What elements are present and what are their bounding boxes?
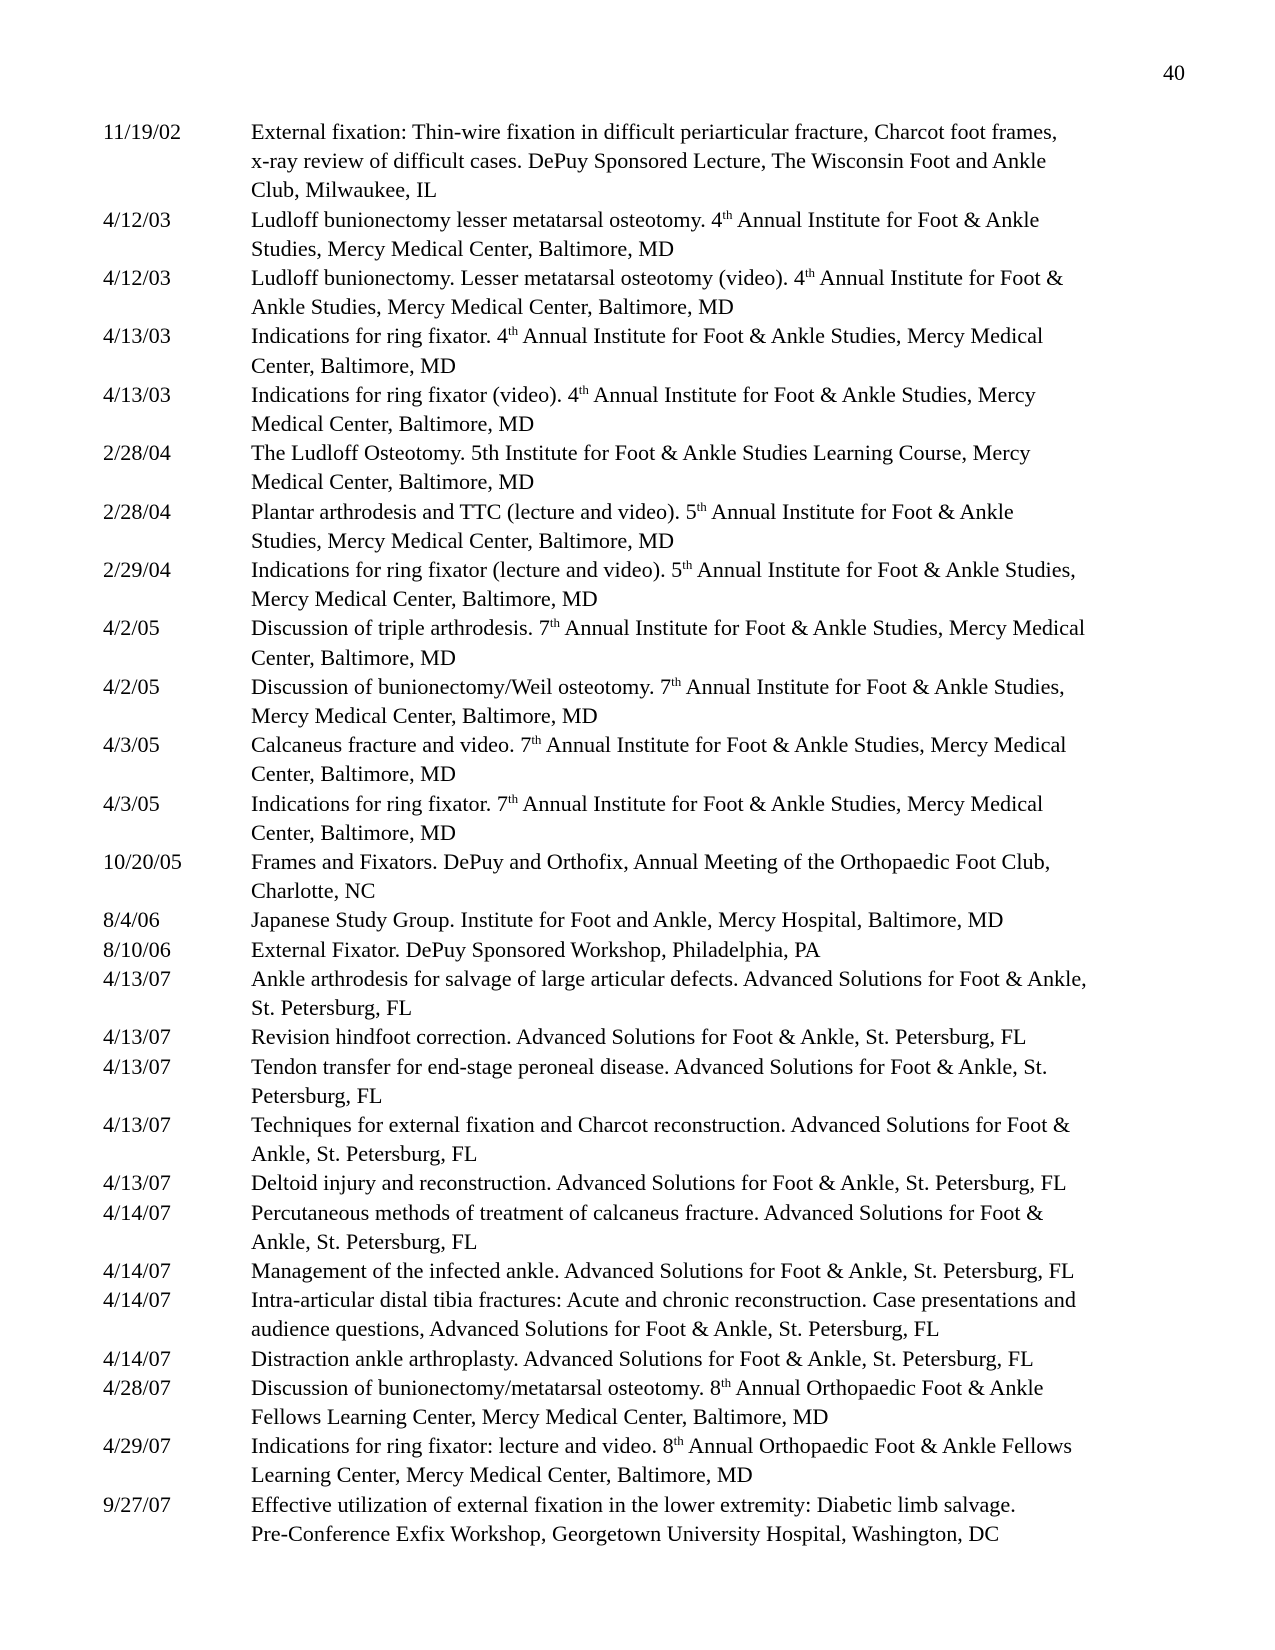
description-line: Ludloff bunionectomy lesser metatarsal osteotomy. 4th Annual Institute for Foot & Ankle bbox=[251, 206, 1040, 232]
lecture-date: 4/13/03 bbox=[103, 381, 171, 407]
lecture-description bbox=[251, 1052, 1183, 1110]
description-line: Studies, Mercy Medical Center, Baltimore, MD bbox=[251, 235, 675, 261]
description-line: x-ray review of difficult cases. DePuy Sponsored Lecture, The Wisconsin Foot and Ankle bbox=[251, 148, 1047, 174]
lecture-date: 10/20/05 bbox=[103, 849, 182, 875]
description-line: Club, Milwaukee, IL bbox=[251, 177, 438, 203]
lecture-date: 4/14/07 bbox=[103, 1345, 171, 1371]
ordinal-suffix: th bbox=[671, 673, 682, 689]
lecture-date: 4/12/03 bbox=[103, 265, 171, 291]
lecture-description bbox=[251, 1110, 1183, 1168]
lecture-description bbox=[251, 730, 1183, 788]
lecture-date: 2/28/04 bbox=[103, 498, 171, 524]
lecture-description bbox=[251, 1431, 1183, 1489]
lecture-entry bbox=[103, 847, 1183, 905]
page-number: 40 bbox=[1163, 60, 1185, 85]
ordinal-suffix: th bbox=[531, 732, 542, 748]
description-line: Center, Baltimore, MD bbox=[251, 761, 456, 787]
lecture-description bbox=[251, 905, 1183, 934]
description-line: Japanese Study Group. Institute for Foot and Ankle, Mercy Hospital, Baltimore, MD bbox=[251, 907, 1004, 933]
lecture-description bbox=[251, 380, 1183, 438]
lecture-date: 4/29/07 bbox=[103, 1433, 171, 1459]
lecture-date: 4/13/07 bbox=[103, 1111, 171, 1137]
lecture-date: 4/12/03 bbox=[103, 206, 171, 232]
lecture-date: 4/13/03 bbox=[103, 323, 171, 349]
lecture-entry bbox=[103, 1431, 1183, 1489]
lecture-entry bbox=[103, 730, 1183, 788]
description-line: Indications for ring fixator: lecture and video. 8th Annual Orthopaedic Foot & Ankle Fellows bbox=[251, 1433, 1073, 1459]
description-line: Calcaneus fracture and video. 7th Annual Institute for Foot & Ankle Studies, Mercy Medical bbox=[251, 732, 1067, 758]
description-line: Deltoid injury and reconstruction. Advanced Solutions for Foot & Ankle, St. Petersburg, FL bbox=[251, 1170, 1067, 1196]
description-line: Indications for ring fixator (video). 4th Annual Institute for Foot & Ankle Studies, Mercy bbox=[251, 381, 1036, 407]
description-line: Discussion of bunionectomy/Weil osteotomy. 7th Annual Institute for Foot & Ankle Studies, bbox=[251, 673, 1065, 699]
description-line: Tendon transfer for end-stage peroneal disease. Advanced Solutions for Foot & Ankle, St. bbox=[251, 1053, 1048, 1079]
lecture-entry bbox=[103, 905, 1183, 934]
description-line: Medical Center, Baltimore, MD bbox=[251, 469, 535, 495]
description-line: Pre-Conference Exfix Workshop, Georgetown University Hospital, Washington, DC bbox=[251, 1520, 1000, 1546]
lecture-entry bbox=[103, 1256, 1183, 1285]
lecture-date: 4/14/07 bbox=[103, 1257, 171, 1283]
lecture-entry bbox=[103, 555, 1183, 613]
description-line: Discussion of triple arthrodesis. 7th Annual Institute for Foot & Ankle Studies, Mercy Medical bbox=[251, 615, 1086, 641]
lecture-description bbox=[251, 263, 1183, 321]
lecture-entry bbox=[103, 672, 1183, 730]
lecture-description bbox=[251, 672, 1183, 730]
lecture-entry bbox=[103, 438, 1183, 496]
lecture-date: 9/27/07 bbox=[103, 1491, 171, 1517]
lecture-entry bbox=[103, 1022, 1183, 1051]
lecture-date: 2/29/04 bbox=[103, 557, 171, 583]
ordinal-suffix: th bbox=[507, 790, 519, 806]
description-line: Mercy Medical Center, Baltimore, MD bbox=[251, 586, 598, 612]
lecture-entry bbox=[103, 1344, 1183, 1373]
lecture-list bbox=[103, 117, 1183, 1548]
description-line: Ankle Studies, Mercy Medical Center, Baltimore, MD bbox=[251, 294, 734, 320]
lecture-date: 4/13/07 bbox=[103, 1053, 171, 1079]
description-line: Medical Center, Baltimore, MD bbox=[251, 411, 535, 437]
lecture-description bbox=[251, 1373, 1183, 1431]
description-line: Center, Baltimore, MD bbox=[251, 352, 456, 378]
description-line: Mercy Medical Center, Baltimore, MD bbox=[251, 703, 598, 729]
lecture-entry bbox=[103, 1490, 1183, 1548]
lecture-entry bbox=[103, 1168, 1183, 1197]
description-line: External fixation: Thin-wire fixation in difficult periarticular fracture, Charcot foot frames, bbox=[251, 119, 1058, 144]
lecture-entry bbox=[103, 935, 1183, 964]
lecture-description bbox=[251, 847, 1183, 905]
lecture-entry bbox=[103, 205, 1183, 263]
description-line: The Ludloff Osteotomy. 5th Institute for Foot & Ankle Studies Learning Course, Mercy bbox=[251, 440, 1031, 466]
lecture-date: 2/28/04 bbox=[103, 440, 171, 466]
lecture-description bbox=[251, 1168, 1183, 1197]
lecture-date: 4/28/07 bbox=[103, 1374, 171, 1400]
lecture-entry bbox=[103, 321, 1183, 379]
lecture-date: 11/19/02 bbox=[103, 119, 182, 144]
lecture-entry bbox=[103, 613, 1183, 671]
ordinal-suffix: th bbox=[722, 206, 733, 222]
description-line: Techniques for external fixation and Charcot reconstruction. Advanced Solutions for Foot & bbox=[251, 1111, 1071, 1137]
lecture-description bbox=[251, 935, 1183, 964]
lecture-description bbox=[251, 789, 1183, 847]
lecture-date: 8/10/06 bbox=[103, 936, 171, 962]
lecture-entry bbox=[103, 789, 1183, 847]
lecture-description bbox=[251, 1256, 1183, 1285]
description-line: audience questions, Advanced Solutions for Foot & Ankle, St. Petersburg, FL bbox=[251, 1316, 940, 1342]
ordinal-suffix: th bbox=[682, 557, 693, 573]
description-line: Studies, Mercy Medical Center, Baltimore, MD bbox=[251, 527, 675, 553]
lecture-date: 4/13/07 bbox=[103, 1024, 171, 1050]
lecture-date: 4/3/05 bbox=[103, 732, 160, 758]
ordinal-suffix: th bbox=[549, 615, 560, 631]
lecture-entry bbox=[103, 964, 1183, 1022]
lecture-date: 4/2/05 bbox=[103, 615, 160, 641]
lecture-description bbox=[251, 1490, 1183, 1548]
description-line: External Fixator. DePuy Sponsored Workshop, Philadelphia, PA bbox=[251, 936, 821, 962]
ordinal-suffix: th bbox=[507, 323, 519, 339]
lecture-description bbox=[251, 613, 1183, 671]
description-line: Intra-articular distal tibia fractures: Acute and chronic reconstruction. Case presentations and bbox=[251, 1287, 1076, 1313]
description-line: Petersburg, FL bbox=[251, 1082, 383, 1108]
description-line: Center, Baltimore, MD bbox=[251, 644, 456, 670]
description-line: Learning Center, Mercy Medical Center, Baltimore, MD bbox=[251, 1462, 753, 1488]
description-line: Fellows Learning Center, Mercy Medical Center, Baltimore, MD bbox=[251, 1403, 829, 1429]
lecture-date: 4/2/05 bbox=[103, 673, 160, 699]
lecture-description bbox=[251, 497, 1183, 555]
lecture-entry bbox=[103, 497, 1183, 555]
description-line: Ankle, St. Petersburg, FL bbox=[251, 1228, 478, 1254]
lecture-entry bbox=[103, 380, 1183, 438]
lecture-description bbox=[251, 964, 1183, 1022]
lecture-date: 4/14/07 bbox=[103, 1199, 171, 1225]
description-line: Frames and Fixators. DePuy and Orthofix, Annual Meeting of the Orthopaedic Foot Club, bbox=[251, 849, 1051, 875]
lecture-description bbox=[251, 438, 1183, 496]
lecture-entry bbox=[103, 1285, 1183, 1343]
lecture-entry bbox=[103, 1373, 1183, 1431]
description-line: Ludloff bunionectomy. Lesser metatarsal osteotomy (video). 4th Annual Institute for Foot & bbox=[251, 265, 1064, 291]
lecture-entry bbox=[103, 1110, 1183, 1168]
lecture-description bbox=[251, 1022, 1183, 1051]
lecture-entry bbox=[103, 263, 1183, 321]
description-line: Distraction ankle arthroplasty. Advanced Solutions for Foot & Ankle, St. Petersburg, FL bbox=[251, 1345, 1034, 1371]
ordinal-suffix: th bbox=[804, 265, 816, 281]
description-line: Center, Baltimore, MD bbox=[251, 819, 456, 845]
lecture-entry bbox=[103, 1052, 1183, 1110]
lecture-date: 4/14/07 bbox=[103, 1287, 171, 1313]
description-line: Ankle, St. Petersburg, FL bbox=[251, 1141, 478, 1167]
description-line: Charlotte, NC bbox=[251, 878, 376, 904]
lecture-date: 4/13/07 bbox=[103, 1170, 171, 1196]
lecture-entry bbox=[103, 117, 1183, 205]
lecture-entry bbox=[103, 1198, 1183, 1256]
ordinal-suffix: th bbox=[578, 381, 589, 397]
lecture-description bbox=[251, 1344, 1183, 1373]
lecture-description bbox=[251, 555, 1183, 613]
lecture-description bbox=[251, 205, 1183, 263]
lecture-date: 4/3/05 bbox=[103, 790, 160, 816]
description-line: Plantar arthrodesis and TTC (lecture and video). 5th Annual Institute for Foot & Ankle bbox=[251, 498, 1014, 524]
description-line: Management of the infected ankle. Advanced Solutions for Foot & Ankle, St. Petersburg, FL bbox=[251, 1257, 1075, 1283]
ordinal-suffix: th bbox=[720, 1374, 732, 1390]
lecture-description bbox=[251, 321, 1183, 379]
description-line: Indications for ring fixator (lecture and video). 5th Annual Institute for Foot & Ankle Studies, bbox=[251, 557, 1076, 583]
description-line: Revision hindfoot correction. Advanced Solutions for Foot & Ankle, St. Petersburg, FL bbox=[251, 1024, 1027, 1050]
lecture-description bbox=[251, 117, 1183, 205]
description-line: Effective utilization of external fixation in the lower extremity: Diabetic limb salvage. bbox=[251, 1491, 1016, 1517]
lecture-description bbox=[251, 1198, 1183, 1256]
description-line: Indications for ring fixator. 7th Annual Institute for Foot & Ankle Studies, Mercy Medical bbox=[251, 790, 1044, 816]
description-line: Discussion of bunionectomy/metatarsal osteotomy. 8th Annual Orthopaedic Foot & Ankle bbox=[251, 1374, 1044, 1400]
description-line: Indications for ring fixator. 4th Annual Institute for Foot & Ankle Studies, Mercy Medical bbox=[251, 323, 1044, 349]
description-line: St. Petersburg, FL bbox=[251, 995, 413, 1021]
lecture-description bbox=[251, 1285, 1183, 1343]
description-line: Percutaneous methods of treatment of calcaneus fracture. Advanced Solutions for Foot & bbox=[251, 1199, 1044, 1225]
lecture-date: 4/13/07 bbox=[103, 965, 171, 991]
ordinal-suffix: th bbox=[696, 498, 707, 514]
lecture-date: 8/4/06 bbox=[103, 907, 160, 933]
description-line: Ankle arthrodesis for salvage of large articular defects. Advanced Solutions for Foot & Ankle, bbox=[251, 965, 1087, 991]
ordinal-suffix: th bbox=[673, 1433, 684, 1449]
